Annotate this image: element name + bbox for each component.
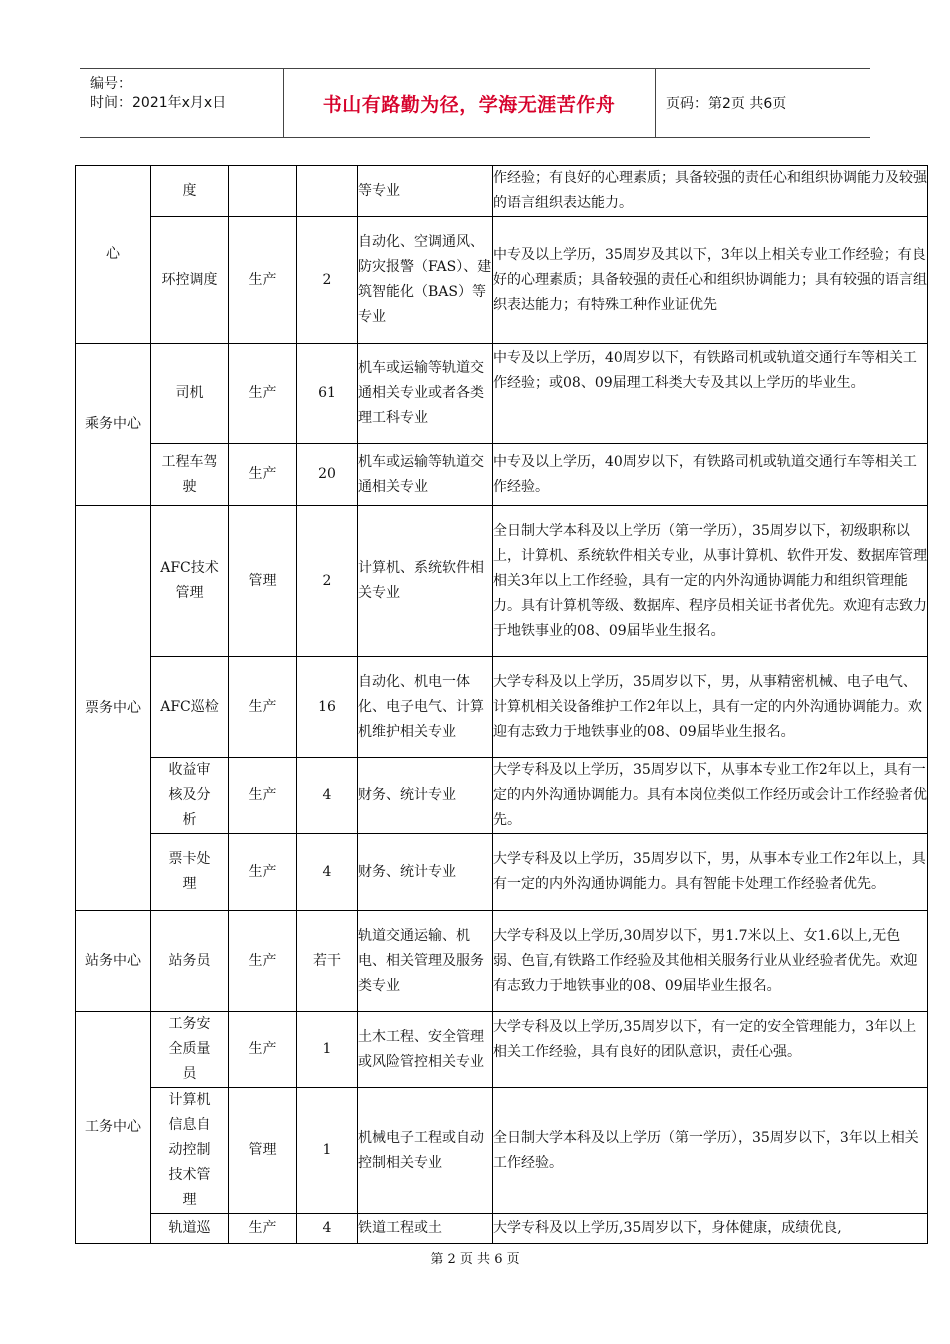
requirement-cell: 大学专科及以上学历,35周岁以下，有一定的安全管理能力，3年以上相关工作经验，具有良好的团队意识，责任心强。 (493, 1012, 928, 1088)
requirement-cell: 全日制大学本科及以上学历（第一学历），35周岁以下，初级职称以上，计算机、系统软件相关专业，从事计算机、软件开发、数据库管理相关3年以上工作经验，具有一定的内外沟通协调能力和组织管理能力。具有计算机等级、数据库、程序员相关证书者优先。欢迎有志致力于地铁事业的08、09届毕业生报名。 (493, 506, 928, 657)
type-cell: 生产 (229, 834, 297, 911)
requirement-cell: 大学专科及以上学历，35周岁以下，从事本专业工作2年以上，具有一定的内外沟通协调能力。具有本岗位类似工作经历或会计工作经验者优先。 (493, 758, 928, 834)
page-info: 页码：第2页 共6页 (666, 96, 787, 112)
major-cell: 机械电子工程或自动控制相关专业 (358, 1088, 493, 1214)
type-cell: 生产 (229, 1012, 297, 1088)
position-cell: 轨道巡 (151, 1214, 229, 1244)
count-cell (297, 166, 358, 217)
table-row (76, 1012, 928, 1088)
table-row (76, 834, 928, 911)
motto-text: 书山有路勤为径，学海无涯苦作舟 (322, 93, 616, 116)
table-row (76, 911, 928, 1012)
type-cell: 生产 (229, 911, 297, 1012)
count-cell: 4 (297, 834, 358, 911)
dept-cell: 票务中心 (76, 506, 151, 911)
major-cell: 轨道交通运输、机电、相关管理及服务类专业 (358, 911, 493, 1012)
type-cell: 管理 (229, 506, 297, 657)
requirement-cell: 大学专科及以上学历,35周岁以下，身体健康，成绩优良, (493, 1214, 928, 1244)
major-cell: 财务、统计专业 (358, 834, 493, 911)
requirement-cell: 中专及以上学历，35周岁及其以下，3年以上相关专业工作经验；有良好的心理素质；具备较强的责任心和组织协调能力；具有较强的语言组织表达能力；有特殊工种作业证优先 (493, 217, 928, 344)
header-meta-cell (80, 69, 284, 137)
table-row (76, 166, 928, 217)
position-cell: 收益审核及分析 (151, 758, 229, 834)
major-cell: 机车或运输等轨道交通相关专业或者各类理工科专业 (358, 344, 493, 444)
position-cell: 计算机信息自动控制技术管理 (151, 1088, 229, 1214)
type-cell: 生产 (229, 1214, 297, 1244)
table-row (76, 344, 928, 444)
major-cell: 土木工程、安全管理或风险管控相关专业 (358, 1012, 493, 1088)
count-cell: 4 (297, 1214, 358, 1244)
table-row (76, 758, 928, 834)
major-cell: 自动化、机电一体化、电子电气、计算机维护相关专业 (358, 657, 493, 758)
major-cell: 自动化、空调通风、防灾报警（FAS）、建筑智能化（BAS）等专业 (358, 217, 493, 344)
type-cell: 生产 (229, 444, 297, 506)
position-cell: 工务安全质量员 (151, 1012, 229, 1088)
position-cell: 度 (151, 166, 229, 217)
count-cell: 2 (297, 217, 358, 344)
type-cell (229, 166, 297, 217)
count-cell: 1 (297, 1088, 358, 1214)
position-cell: 环控调度 (151, 217, 229, 344)
count-cell: 若干 (297, 911, 358, 1012)
position-cell: 工程车驾驶 (151, 444, 229, 506)
count-cell: 16 (297, 657, 358, 758)
table-row (76, 506, 928, 657)
doc-number-label: 编号： (90, 76, 132, 92)
type-cell: 管理 (229, 1088, 297, 1214)
dept-cell: 心 (76, 166, 151, 344)
table-row (76, 657, 928, 758)
dept-cell: 乘务中心 (76, 344, 151, 506)
requirement-cell: 全日制大学本科及以上学历（第一学历），35周岁以下，3年以上相关工作经验。 (493, 1088, 928, 1214)
position-cell: AFC巡检 (151, 657, 229, 758)
count-cell: 20 (297, 444, 358, 506)
requirement-cell: 中专及以上学历，40周岁以下，有铁路司机或轨道交通行车等相关工作经验。 (493, 444, 928, 506)
major-cell: 等专业 (358, 166, 493, 217)
count-cell: 61 (297, 344, 358, 444)
type-cell: 生产 (229, 657, 297, 758)
position-cell: 司机 (151, 344, 229, 444)
table-row (76, 1088, 928, 1214)
major-cell: 铁道工程或土 (358, 1214, 493, 1244)
type-cell: 生产 (229, 344, 297, 444)
type-cell: 生产 (229, 217, 297, 344)
table-row (76, 1214, 928, 1244)
doc-date-label: 时间：2021年x月x日 (90, 95, 227, 111)
recruitment-table (75, 165, 928, 1244)
position-cell: 票卡处理 (151, 834, 229, 911)
requirement-cell: 大学专科及以上学历，35周岁以下，男，从事精密机械、电子电气、计算机相关设备维护工作2年以上，具有一定的内外沟通协调能力。欢迎有志致力于地铁事业的08、09届毕业生报名。 (493, 657, 928, 758)
major-cell: 计算机、系统软件相关专业 (358, 506, 493, 657)
requirement-cell: 作经验；有良好的心理素质；具备较强的责任心和组织协调能力及较强的语言组织表达能力。 (493, 166, 928, 217)
requirement-cell: 大学专科及以上学历,30周岁以下，男1.7米以上、女1.6以上,无色弱、色盲,有铁路工作经验及其他相关服务行业从业经验者优先。欢迎有志致力于地铁事业的08、09届毕业生报名。 (493, 911, 928, 1012)
type-cell: 生产 (229, 758, 297, 834)
page-header (80, 68, 870, 138)
count-cell: 2 (297, 506, 358, 657)
page-footer: 第 2 页 共 6 页 (430, 1252, 520, 1267)
position-cell: AFC技术管理 (151, 506, 229, 657)
major-cell: 财务、统计专业 (358, 758, 493, 834)
table-row (76, 217, 928, 344)
major-cell: 机车或运输等轨道交通相关专业 (358, 444, 493, 506)
table-row (76, 444, 928, 506)
requirement-cell: 中专及以上学历，40周岁以下，有铁路司机或轨道交通行车等相关工作经验；或08、09届理工科类大专及其以上学历的毕业生。 (493, 344, 928, 444)
position-cell: 站务员 (151, 911, 229, 1012)
header-page-cell (656, 69, 870, 137)
dept-cell: 站务中心 (76, 911, 151, 1012)
count-cell: 1 (297, 1012, 358, 1088)
header-motto-cell (283, 69, 656, 137)
count-cell: 4 (297, 758, 358, 834)
requirement-cell: 大学专科及以上学历，35周岁以下，男，从事本专业工作2年以上，具有一定的内外沟通协调能力。具有智能卡处理工作经验者优先。 (493, 834, 928, 911)
dept-cell: 工务中心 (76, 1012, 151, 1244)
